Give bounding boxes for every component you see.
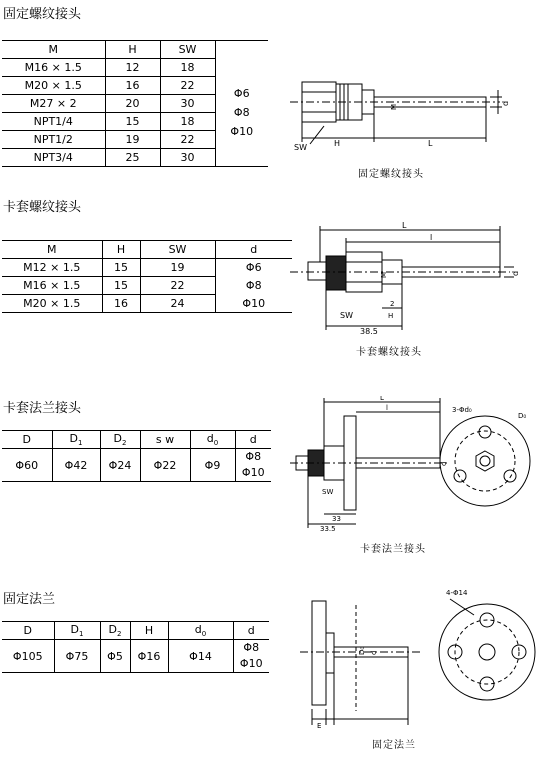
- label-l-small: l: [386, 404, 388, 412]
- cell: NPT1/4: [2, 113, 105, 131]
- label-holes: 4-Φ14: [446, 589, 468, 597]
- d-value: Φ8: [243, 641, 260, 654]
- cell: Φ8: [245, 279, 262, 292]
- cell: 30: [160, 149, 215, 167]
- cell: 22: [160, 77, 215, 95]
- cell: Φ22: [140, 449, 190, 482]
- label-d: d: [440, 461, 448, 466]
- header-cell: H: [102, 241, 140, 259]
- cell: 18: [160, 59, 215, 77]
- cell: Φ5: [100, 640, 130, 673]
- table-header-row: [2, 241, 292, 259]
- cell: Φ105: [2, 640, 54, 673]
- label-m: M: [380, 271, 388, 278]
- d-value: Φ10: [230, 124, 254, 138]
- label-l: L: [402, 222, 407, 230]
- cell: Φ16: [130, 640, 168, 673]
- label-2: 2: [390, 300, 395, 308]
- cell: 18: [160, 113, 215, 131]
- d-values-cell: [233, 640, 269, 673]
- header-cell: $D_2$: [100, 622, 130, 640]
- label-l: L: [380, 396, 384, 402]
- header-cell: D: [2, 431, 52, 449]
- header-cell: $D_1$: [54, 622, 100, 640]
- cell: M16 × 1.5: [2, 59, 105, 77]
- caption-ferrule-thread: 卡套螺纹接头: [356, 347, 422, 358]
- label-e: E: [317, 722, 322, 730]
- section-title-ferrule-flange: 卡套法兰接头: [3, 401, 82, 416]
- cell: 15: [102, 259, 140, 277]
- caption-ferrule-flange: 卡套法兰接头: [360, 544, 426, 555]
- cell: Φ10: [215, 295, 292, 313]
- cell: NPT1/2: [2, 131, 105, 149]
- table-header-row: [2, 622, 269, 640]
- cell: 25: [105, 149, 160, 167]
- cell: 12: [105, 59, 160, 77]
- cell: 19: [105, 131, 160, 149]
- cell: M20 × 1.5: [2, 77, 105, 95]
- drawing-fixed-flange: [290, 585, 540, 730]
- cell: 20: [105, 95, 160, 113]
- label-d: d: [370, 650, 378, 655]
- header-cell: M: [2, 241, 102, 259]
- cell: M27 × 2: [2, 95, 105, 113]
- label-33: 33: [332, 515, 341, 523]
- label-l: L: [428, 139, 433, 148]
- section-title-fixed-flange: 固定法兰: [3, 592, 56, 607]
- label-d: d: [511, 270, 520, 276]
- section-title-fixed-thread: 固定螺纹接头: [3, 7, 82, 22]
- header-cell: d: [215, 241, 292, 259]
- caption-fixed-thread: 固定螺纹接头: [358, 169, 424, 180]
- header-cell: $D_2$: [100, 431, 140, 449]
- label-d0: D₀: [358, 646, 366, 655]
- d-value: Φ6: [233, 86, 250, 100]
- cell: M16 × 1.5: [2, 277, 102, 295]
- caption-fixed-flange: 固定法兰: [372, 740, 416, 751]
- cell: Φ6: [245, 261, 262, 275]
- header-cell: s w: [140, 431, 190, 449]
- cell: Φ14: [168, 640, 233, 673]
- header-cell: M: [2, 41, 105, 59]
- header-cell: D: [2, 622, 54, 640]
- d-value: Φ8: [245, 450, 262, 463]
- header-cell: SW: [160, 41, 215, 59]
- d-values-cell: [235, 449, 271, 482]
- table-row: [2, 59, 268, 77]
- cell: Φ24: [100, 449, 140, 482]
- label-d0: D₀: [518, 412, 527, 420]
- label-h: H: [388, 312, 394, 320]
- cell: Φ75: [54, 640, 100, 673]
- cell: 24: [140, 295, 215, 313]
- label-holes: 3-Φd₀: [452, 406, 472, 414]
- label-sw: SW: [340, 311, 353, 320]
- table-row: [2, 277, 292, 295]
- label-h: H: [334, 139, 341, 148]
- cell: 16: [105, 77, 160, 95]
- header-cell: $d_0$: [168, 622, 233, 640]
- cell: 22: [140, 277, 215, 295]
- d-value: Φ10: [239, 657, 263, 670]
- drawing-fixed-thread: [290, 60, 530, 180]
- spec-table-ferrule-flange: [2, 430, 271, 482]
- cell: 30: [160, 95, 215, 113]
- header-cell: d: [235, 431, 271, 449]
- cell: Φ9: [190, 449, 235, 482]
- d-value: Φ8: [233, 105, 250, 119]
- header-cell: SW: [140, 241, 215, 259]
- section-title-ferrule-thread: 卡套螺纹接头: [3, 200, 82, 215]
- table-row: [2, 295, 292, 313]
- d-value: Φ10: [241, 466, 265, 479]
- spec-table-ferrule-thread: [2, 240, 292, 313]
- d-values-cell: [215, 59, 268, 167]
- cell: 15: [102, 277, 140, 295]
- label-m: M: [390, 103, 398, 110]
- spec-table-fixed-thread: [2, 40, 268, 167]
- label-sw: SW: [322, 488, 334, 496]
- cell: NPT3/4: [2, 149, 105, 167]
- cell: M20 × 1.5: [2, 295, 102, 313]
- drawing-ferrule-flange: [290, 396, 540, 531]
- label-33-5: 33.5: [320, 525, 336, 531]
- cell: Φ60: [2, 449, 52, 482]
- label-38-5: 38.5: [360, 327, 378, 336]
- label-sw: SW: [294, 143, 307, 152]
- table-row: [2, 640, 269, 673]
- table-header-row: [2, 41, 268, 59]
- spec-table-fixed-flange: [2, 621, 269, 673]
- header-cell: $D_1$: [52, 431, 100, 449]
- cell: 19: [140, 259, 215, 277]
- header-cell: H: [130, 622, 168, 640]
- table-row: [2, 259, 292, 277]
- header-cell: H: [105, 41, 160, 59]
- cell: Φ42: [52, 449, 100, 482]
- cell: M12 × 1.5: [2, 259, 102, 277]
- table-row: [2, 449, 271, 482]
- blank-cell: [215, 41, 268, 59]
- label-d: d: [501, 100, 510, 106]
- cell: 15: [105, 113, 160, 131]
- header-cell: d: [233, 622, 269, 640]
- cell: 22: [160, 131, 215, 149]
- table-header-row: [2, 431, 271, 449]
- cell: 16: [102, 295, 140, 313]
- drawing-ferrule-thread: [290, 222, 530, 342]
- label-l-small: l: [430, 233, 433, 242]
- header-cell: $d_0$: [190, 431, 235, 449]
